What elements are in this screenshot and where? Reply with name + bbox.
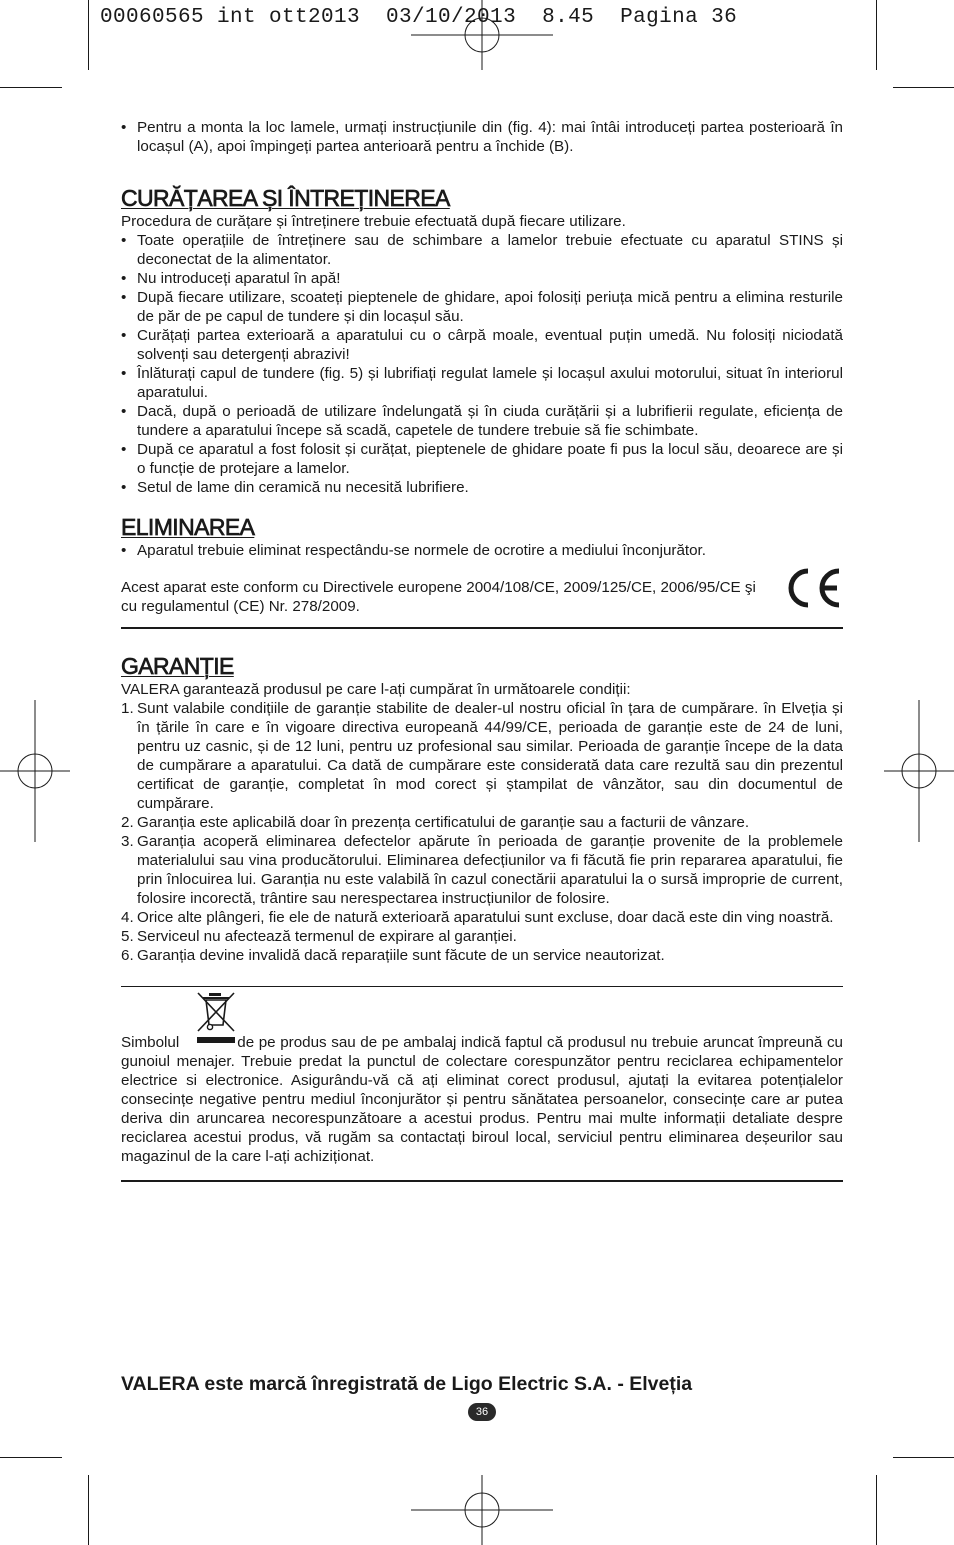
trim-mark (876, 1475, 877, 1545)
weee-label: Simbolul (121, 1034, 180, 1051)
list-number: 4. (121, 909, 134, 926)
list-item: • După ce aparatul a fost folosit și curățat, pieptenele de ghidare poate fi pus la locul său, deoarece are și o funcție de protejare a lamelor. (121, 440, 843, 478)
cleaning-intro: Procedura de curățare și întreținere trebuie efectuată după fiecare utilizare. (121, 213, 626, 230)
registration-mark-icon (0, 700, 70, 842)
list-item (121, 946, 843, 965)
weee-notice (121, 1033, 843, 1166)
list-item: • Toate operațiile de întreținere sau de schimbare a lamelor trebuie efectuate cu aparatul STINS și deconectat de la alimentator. (121, 231, 843, 269)
ce-mark-icon (783, 566, 843, 610)
warranty-intro: VALERA garantează produsul pe care l-ați cumpărat în următoarele condiții: (121, 681, 631, 698)
list-number: 3. (121, 833, 134, 850)
weee-text (121, 1033, 843, 1166)
list-text: Garanția devine invalidă dacă reparațiile sunt făcute de un service neautorizat. (137, 947, 665, 964)
page-content (121, 118, 843, 1182)
registration-mark-icon (411, 0, 553, 70)
list-item: • După fiecare utilizare, scoateți pieptenele de ghidare, apoi folosiți periuța mică pentru a elimina resturile de păr de pe capul de tundere și din locașul său. (121, 288, 843, 326)
section-title-disposal: ELIMINAREA (121, 514, 255, 540)
list-item: • Pentru a monta la loc lamele, urmați instrucțiunile din (fig. 4): mai întâi introduceți partea posterioară în locașul (A), apoi împingeți partea anterioară pentru a închide (B). (121, 118, 843, 156)
section-title-warranty: GARANȚIE (121, 653, 234, 679)
disposal-bullet-list (121, 541, 843, 560)
print-slug-header: 00060565 int ott2013 03/10/2013 8.45 Pagina 36 (100, 6, 738, 29)
conformity-statement: Acest aparat este conform cu Directivele europene 2004/108/CE, 2009/125/CE, 2006/95/CE şi cu regulamentul (CE) Nr. 278/2009. (121, 579, 756, 615)
section-divider (121, 1180, 843, 1182)
list-item (121, 927, 843, 946)
list-item: • Nu introduceți aparatul în apă! (121, 269, 843, 288)
list-number: 2. (121, 814, 134, 831)
warranty-conditions-list (121, 699, 843, 965)
section-title-cleaning: CURĂȚAREA ȘI ÎNTREȚINEREA (121, 185, 450, 211)
trim-mark (893, 1457, 954, 1458)
list-text: Garanția este aplicabilă doar în prezența certificatului de garanție sau a facturii de vânzare. (137, 814, 750, 831)
trim-mark (0, 1457, 62, 1458)
list-number: 1. (121, 700, 134, 717)
list-item (121, 699, 843, 813)
list-number: 6. (121, 947, 134, 964)
list-text: Serviceul nu afectează termenul de expirare al garanției. (137, 928, 517, 945)
list-item: • Dacă, după o perioadă de utilizare îndelungată și în ciuda curățării și a lubrifierii regulate, eficiența de tundere a aparatului începe să scadă, capetele de tundere trebuie să fie schimbate. (121, 402, 843, 440)
list-text: Sunt valabile condițiile de garanție stabilite de dealer-ul nostru oficial în țara de cumpărare. în Elveția și în țările în care e în vigoare directiva europeană 44/99/CE, perioada de garanție este de 24 de luni, pentru uz casnic, și de 12 luni, pentru uz profesional sau similar. Perioada de garanție începe de la data de cumpărare a aparatului. Ca dată de cumpărare este considerată data care rezultă sau din prezentul certificat de garanție, completat în mod corect și ștampilat de vânzător, sau din documentul de cumpărare. (137, 700, 843, 812)
list-item: • Aparatul trebuie eliminat respectându-se normele de ocrotire a mediului înconjurător. (121, 541, 843, 560)
conformity-block (121, 578, 843, 616)
list-item (121, 832, 843, 908)
trim-mark (0, 87, 62, 88)
trim-mark (88, 0, 89, 70)
trim-mark (876, 0, 877, 70)
intro-bullet-list (121, 118, 843, 156)
list-item (121, 813, 843, 832)
list-item: • Înlăturați capul de tundere (fig. 5) și lubrifiați regulat lamele și locașul axului motorului, situat în interiorul aparatului. (121, 364, 843, 402)
trim-mark (88, 1475, 89, 1545)
cleaning-bullet-list (121, 231, 843, 497)
list-text: Garanția acoperă eliminarea defectelor apărute în perioada de garanție provenite de la problemele materialului sau vina producătorului. Eliminarea defecțiunilor va fi făcută fie prin repararea aparatului, fie prin înlocuirea lui. Garanția nu este valabilă în cazul conectării aparatului la o sursă improprie de current, folosire incorectă, trântire sau nerespectarea instrucțiunilor de folosire. (137, 833, 843, 907)
registration-mark-icon (884, 700, 954, 842)
list-item: • Setul de lame din ceramică nu necesită lubrifiere. (121, 478, 843, 497)
trim-mark (893, 87, 954, 88)
crossed-out-wheelie-bin-icon (195, 991, 237, 1045)
list-text: Orice alte plângeri, fie ele de natură exterioară aparatului sunt excluse, doar dacă este din ving noastră. (137, 909, 834, 926)
list-item: • Curățați partea exterioară a aparatului cu o cârpă moale, eventual puțin umedă. Nu folosiți niciodată solvenți sau detergenți abrazivi! (121, 326, 843, 364)
brand-trademark-line: VALERA este marcă înregistrată de Ligo Electric S.A. - Elveția (121, 1373, 693, 1395)
list-number: 5. (121, 928, 134, 945)
page-number-badge: 36 (468, 1403, 496, 1421)
registration-mark-icon (411, 1475, 553, 1545)
list-item (121, 908, 843, 927)
weee-body: de pe produs sau de pe ambalaj indică faptul că produsul nu trebuie aruncat împreună cu gunoiul menajer. Trebuie predat la punctul de colectare corespunzător pentru reciclarea echipamentelor electrice si electronice. Asigurându-vă că ați eliminat corect produsul, ajutați la evitarea potențialelor consecințe negative pentru mediul înconjurător și pentru sănătatea persoanelor, consecințe care ar putea deriva din aruncarea necorespunzătoare a acestui produs. Pentru mai multe informații detaliate despre reciclarea acestui produs, vă rugăm sa contactați biroul local, serviciul pentru eliminarea deșeurilor sau magazinul de la care l-ați achiziționat. (121, 1034, 843, 1165)
